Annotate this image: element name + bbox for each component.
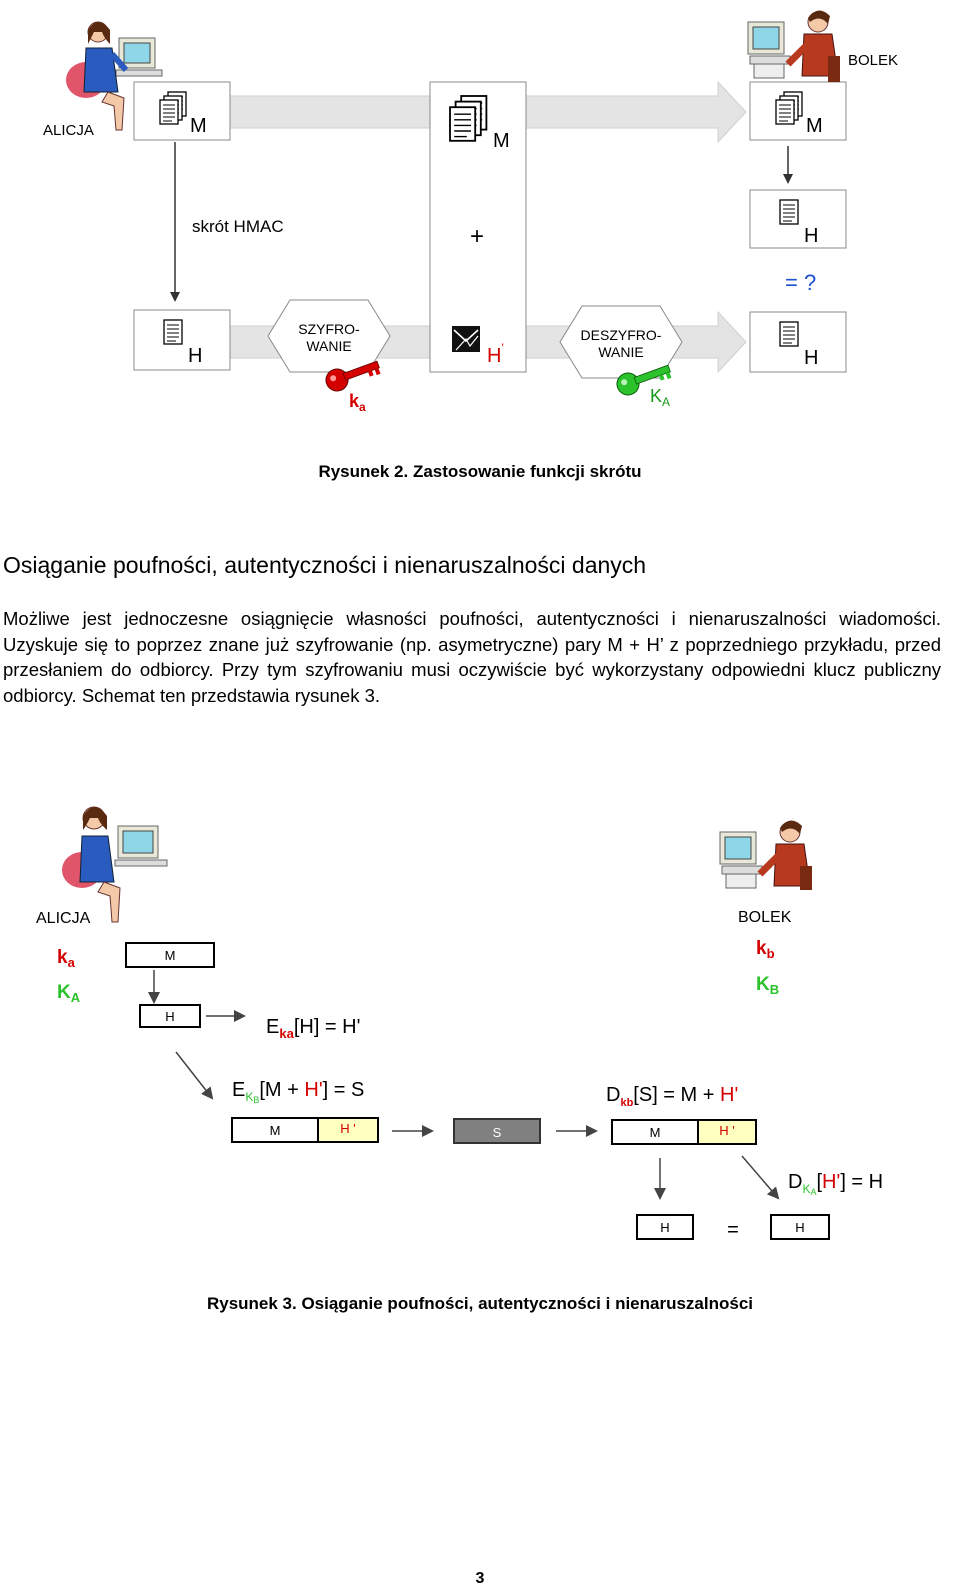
fig2-m-alicja: M — [190, 115, 207, 137]
fig2-h-bolek: H — [804, 225, 819, 247]
figure-2-diagram — [0, 0, 960, 450]
fig3-alicja-person-icon — [62, 807, 167, 922]
fig3-alicja-public-key: $K_A$ — [57, 982, 81, 1005]
fig3-decrypt-equation: $D_{kb}[S] = M + H'$ — [606, 1084, 739, 1109]
fig3-equals: = — [727, 1219, 739, 1241]
fig2-hmac-label: skrót HMAC — [192, 217, 284, 236]
fig2-equals-question: = ? — [785, 270, 817, 295]
fig3-bolek-private-key: $k_b$ — [756, 938, 775, 961]
fig3-bolek-label: BOLEK — [738, 909, 792, 926]
fig3-alicja-private-key: $k_a$ — [57, 947, 75, 970]
fig3-encrypt-equation: $E_KB[M + H'] = S$ — [232, 1079, 365, 1105]
svg-text:M: M — [164, 948, 176, 963]
svg-text:H: H — [165, 1009, 175, 1024]
fig2-m-center: M — [493, 130, 510, 152]
fig3-alicja-label: ALICJA — [36, 910, 91, 927]
fig3-bolek-person-icon — [720, 820, 812, 890]
svg-text:H ': H ' — [340, 1121, 356, 1136]
fig2-h-received: H — [804, 347, 819, 369]
svg-text:S: S — [492, 1125, 502, 1140]
page-number: 3 — [475, 1570, 485, 1587]
alicja-hash-doc-icon — [164, 320, 182, 344]
fig2-h-alicja: H — [188, 345, 203, 367]
fig2-szyfro-2: WANIE — [306, 338, 352, 354]
fig2-deszyfro-1: DESZYFRO- — [580, 327, 662, 343]
bolek-person-icon — [748, 10, 840, 82]
svg-text:H ': H ' — [719, 1123, 735, 1138]
svg-text:M: M — [269, 1123, 281, 1138]
svg-text:H: H — [660, 1220, 670, 1235]
fig3-bolek-public-key: $K_B$ — [756, 974, 780, 997]
fig2-m-bolek: M — [806, 115, 823, 137]
center-docs-icon — [450, 96, 486, 141]
figure-3-diagram — [0, 790, 960, 1270]
fig3-verify-equation: $D_KA[H'] = H$ — [788, 1171, 884, 1197]
fig3-sign-equation: $E_{ka}[H] = H'$ — [266, 1016, 361, 1041]
bolek-docs-icon — [776, 92, 802, 124]
section-paragraph: Możliwe jest jednoczesne osiągnięcie własności poufności, autentyczności i nienaruszalności wiadomości. Uzyskuje się to poprzez znane już szyfrowanie (np. asymetryczne) pary M + H’ z poprzedniego przykładu, przed przesłaniem do odbiorcy. Przy tym szyfrowaniu musi oczywiście być wykorzystany odpowiedni klucz publiczny odbiorcy. Schemat ten przedstawia rysunek 3. — [3, 608, 941, 706]
fig2-szyfro-1: SZYFRO- — [298, 321, 360, 337]
fig2-alicja-label: ALICJA — [43, 122, 94, 139]
alicja-docs-icon — [160, 92, 186, 124]
figure-3-caption: Rysunek 3. Osiąganie poufności, autentyczności i nienaruszalności — [206, 1294, 754, 1313]
fig2-ka-label: $k_a$ — [349, 391, 366, 414]
svg-text:M: M — [649, 1125, 661, 1140]
section-heading: Osiąganie poufności, autentyczności i nienaruszalności danych — [3, 552, 647, 578]
fig2-h-prime: H' — [487, 341, 504, 367]
figure-2-caption: Rysunek 2. Zastosowanie funkcji skrótu — [318, 462, 642, 481]
fig2-plus: + — [470, 223, 485, 250]
bolek-received-doc-icon — [780, 322, 798, 346]
bolek-hash-doc-icon — [780, 200, 798, 224]
fig2-bolek-label: BOLEK — [848, 52, 899, 69]
svg-text:H: H — [795, 1220, 805, 1235]
fig2-KA-label: $K_A$ — [650, 386, 671, 409]
fig2-deszyfro-2: WANIE — [598, 344, 644, 360]
encrypted-envelope-icon — [452, 326, 480, 352]
